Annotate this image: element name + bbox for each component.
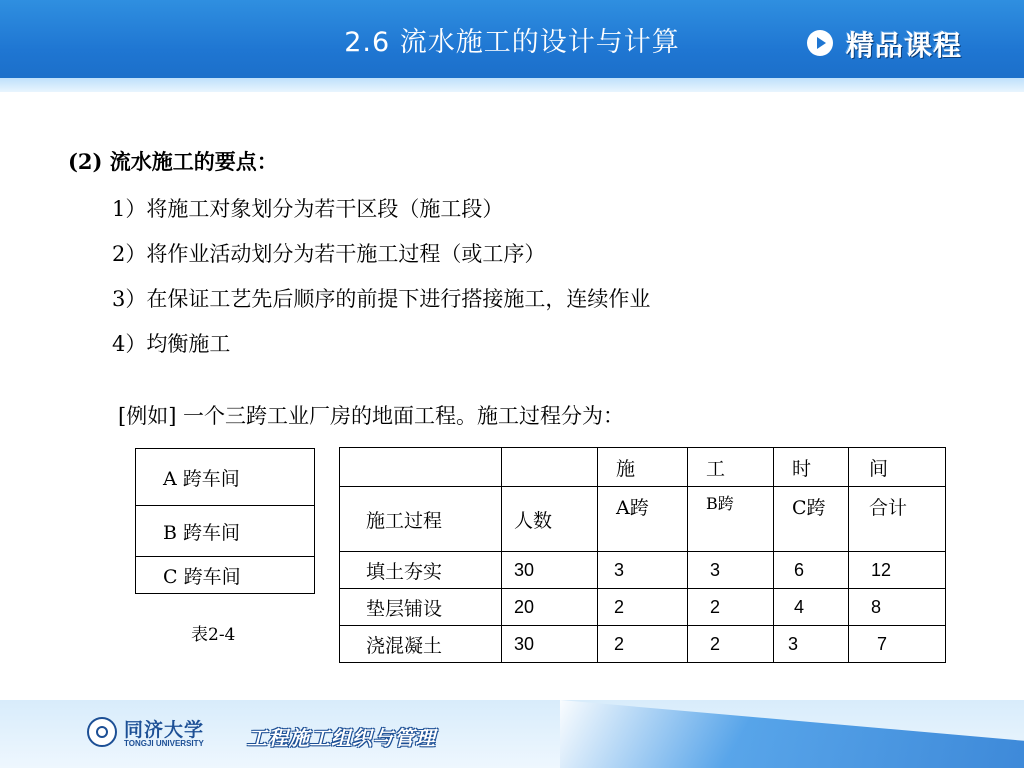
key-points-list xyxy=(112,193,650,373)
key-point-3: 3）在保证工艺先后顺序的前提下进行搭接施工，连续作业 xyxy=(112,287,651,311)
table-cell: 2 xyxy=(598,589,688,626)
table-cell: 垫层铺设 xyxy=(340,589,502,626)
university-name-en: TONGJI UNIVERSITY xyxy=(124,739,204,748)
span-diagram xyxy=(135,448,315,594)
table-cell: 30 xyxy=(502,626,598,663)
play-circle-icon[interactable] xyxy=(807,30,833,56)
section-heading: (2) 流水施工的要点： xyxy=(68,149,278,174)
course-name: 工程施工组织与管理 xyxy=(247,726,436,750)
slide-title: 2.6 流水施工的设计与计算 xyxy=(344,27,680,58)
table-row xyxy=(340,626,946,663)
table-cell: 30 xyxy=(502,552,598,589)
table-top-header-cell: 施 xyxy=(598,448,688,487)
table-cell: 7 xyxy=(849,626,946,663)
table-top-header-cell: 间 xyxy=(849,448,946,487)
table-cell: 浇混凝土 xyxy=(340,626,502,663)
example-text: [例如] 一个三跨工业厂房的地面工程。施工过程分为： xyxy=(118,404,625,428)
table-header-cell: 合计 xyxy=(849,487,946,552)
header-stripe xyxy=(0,78,1024,92)
table-cell: 20 xyxy=(502,589,598,626)
table-row xyxy=(340,589,946,626)
table-header-cell: B跨 xyxy=(688,487,774,552)
table-cell: 填土夯实 xyxy=(340,552,502,589)
span-b: B 跨车间 xyxy=(136,506,314,557)
university-seal-icon xyxy=(87,717,117,747)
table-top-header-cell: 时 xyxy=(774,448,849,487)
table-cell: 12 xyxy=(849,552,946,589)
table-top-header-cell: 工 xyxy=(688,448,774,487)
table-cell: 6 xyxy=(774,552,849,589)
university-name-cn: 同济大学 xyxy=(124,719,205,741)
key-point-1: 1）将施工对象划分为若干区段（施工段） xyxy=(112,197,504,221)
table-top-header-cell xyxy=(502,448,598,487)
table-header-cell: 施工过程 xyxy=(340,487,502,552)
key-point-4: 4）均衡施工 xyxy=(112,332,231,356)
table-header-cell: A跨 xyxy=(598,487,688,552)
span-c: C 跨车间 xyxy=(163,565,241,588)
table-top-header-cell xyxy=(340,448,502,487)
table-header-cell: C跨 xyxy=(774,487,849,552)
key-point-2: 2）将作业活动划分为若干施工过程（或工序） xyxy=(112,242,546,266)
span-a: A 跨车间 xyxy=(136,449,314,506)
table-cell: 4 xyxy=(774,589,849,626)
schedule-table xyxy=(339,447,946,663)
table-cell: 2 xyxy=(688,589,774,626)
table-caption: 表2-4 xyxy=(191,625,236,645)
table-cell: 3 xyxy=(688,552,774,589)
table-cell: 8 xyxy=(849,589,946,626)
table-header-cell: 人数 xyxy=(502,487,598,552)
table-cell: 2 xyxy=(598,626,688,663)
table-cell: 2 xyxy=(688,626,774,663)
table-row xyxy=(340,552,946,589)
course-badge[interactable]: 精品课程 xyxy=(846,29,963,62)
table-cell: 3 xyxy=(774,626,849,663)
table-header-row xyxy=(340,487,946,552)
table-top-header-row xyxy=(340,448,946,487)
table-cell: 3 xyxy=(598,552,688,589)
